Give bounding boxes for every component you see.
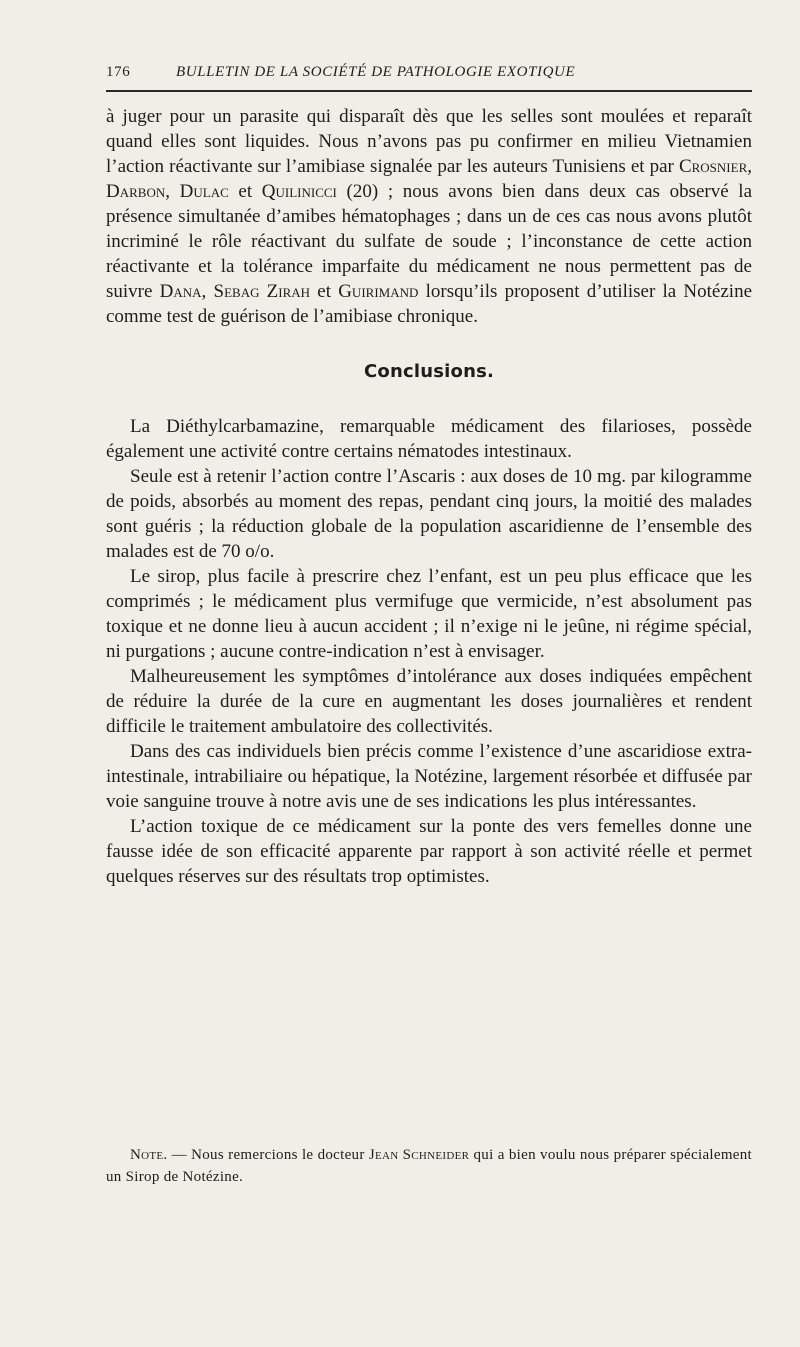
separator: et: [228, 181, 262, 202]
text-run: à juger pour un parasite qui disparaît dès que les selles sont moulées et reparaît quand elles sont liquides. Nous n’avons pas pu confirmer en milieu Vietnamien l’action réactivante sur l’amibiase signalée par les auteurs Tunisiens et par: [106, 106, 752, 177]
footnote-text: [106, 1144, 752, 1188]
author-name: Jean Schneider: [368, 1147, 470, 1163]
body-text: [106, 104, 752, 889]
paragraph-continuation: [106, 104, 752, 329]
section-title-conclusions: Conclusions.: [363, 361, 495, 382]
note-label: Note.: [130, 1147, 168, 1163]
document-page: [106, 60, 753, 1185]
author-name: Crosnier: [678, 156, 748, 177]
conclusion-paragraph: Seule est à retenir l’action contre l’Ascaris : aux doses de 10 mg. par kilogramme de poids, absorbés au moment des repas, pendant cinq jours, la moitié des malades sont guéris ; la réduction globale de la population ascaridienne de l’ensemble des malades est de 70 o/o.: [106, 466, 752, 562]
footnote: [106, 1144, 752, 1188]
separator: ,: [201, 281, 214, 302]
author-name: Darbon: [106, 181, 166, 202]
text-run: — Nous remercions le docteur: [167, 1147, 369, 1163]
conclusion-paragraph: L’action toxique de ce médicament sur la ponte des vers femelles donne une fausse idée de son efficacité apparente par rapport à son activité réelle et permet quelques réserves sur des résultats trop optimistes.: [106, 816, 752, 887]
header-rule: [106, 90, 752, 92]
author-name: Dana: [159, 281, 202, 302]
text-run: lorsqu’ils proposent d’utiliser la Notézine comme test de guérison de l’amibiase chronique.: [106, 281, 753, 327]
author-name: Sebag Zirah: [213, 281, 311, 302]
conclusion-paragraph: La Diéthylcarbamazine, remarquable médicament des filarioses, possède également une activité contre certains nématodes intestinaux.: [106, 416, 752, 462]
separator: ,: [165, 181, 180, 202]
separator: ,: [747, 156, 752, 177]
separator: et: [310, 281, 339, 302]
author-name: Quilinicci: [261, 181, 337, 202]
conclusion-paragraph: Le sirop, plus facile à prescrire chez l’enfant, est un peu plus efficace que les comprimés ; le médicament plus vermifuge que vermicide, n’est absolument pas toxique et ne donne lieu à aucun accident ; il n’exige ni le jeûne, ni régime spécial, ni purgations ; aucune contre-indication n’est à envisager.: [106, 566, 752, 662]
page-number: 176: [106, 64, 131, 80]
conclusion-paragraph: Dans des cas individuels bien précis comme l’existence d’une ascaridiose extra-intestinale, intrabiliaire ou hépatique, la Notézine, largement résorbée et diffusée par voie sanguine trouve à notre avis une de ses indications les plus intéressantes.: [106, 741, 752, 812]
text-run: qui a bien voulu nous préparer spécialement un Sirop de Notézine.: [106, 1147, 753, 1185]
page-header: [106, 60, 752, 88]
author-name: Dulac: [179, 181, 229, 202]
running-title: BULLETIN DE LA SOCIÉTÉ DE PATHOLOGIE EXOTIQUE: [176, 64, 576, 80]
author-name: Guirimand: [338, 281, 419, 302]
conclusion-paragraph: Malheureusement les symptômes d’intolérance aux doses indiquées empêchent de réduire la durée de la cure en augmentant les doses journalières et rendent difficile le traitement ambulatoire des collectivités.: [106, 666, 752, 737]
text-run: (20) ; nous avons bien dans deux cas observé la présence simultanée d’amibes hématophages ; dans un de ces cas nous avons plutôt incriminé le rôle réactivant du sulfate de soude ; l’inconstance de cette action réactivante et la tolérance imparfaite du médicament ne nous permettent pas de suivre: [106, 181, 753, 302]
